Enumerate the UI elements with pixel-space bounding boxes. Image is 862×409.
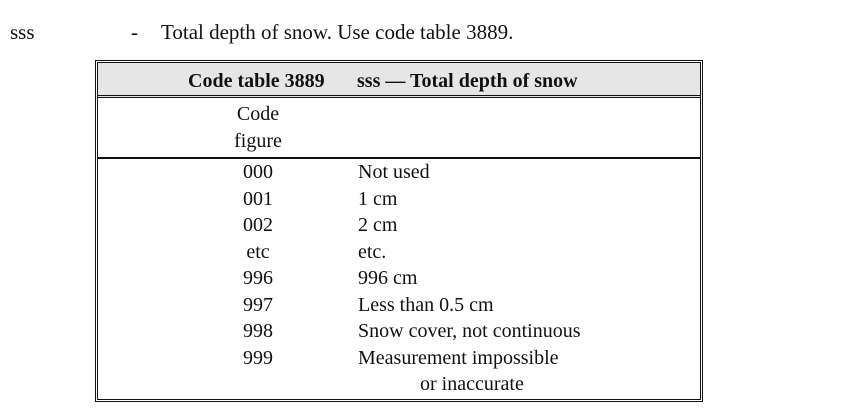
code-figure: 001 [243,187,273,210]
code-figure: 997 [243,293,273,316]
code-meaning: Less than 0.5 cm [358,293,494,316]
definition-dash: - [131,20,138,44]
code-meaning: 1 cm [358,187,398,210]
code-table [95,60,703,402]
table-header-code: Code table 3889 [188,70,325,92]
code-meaning: Measurement impossible [358,346,559,369]
table-row [98,292,700,319]
column-heading-label [208,101,308,155]
code-figure: 999 [243,346,273,369]
column-heading [98,98,700,159]
column-heading-line-1: Code [236,103,280,125]
code-meaning: Not used [358,161,430,183]
code-figure: 998 [243,320,273,342]
definition-line [0,18,862,48]
code-figure: etc [246,240,270,263]
code-meaning: 2 cm [358,214,398,236]
definition-text: Total depth of snow. Use code table 3889. [161,20,514,44]
code-figure: 996 [243,267,273,289]
definition-symbol: sss [10,20,35,44]
code-meaning: Snow cover, not continuous [358,320,581,342]
table-header-title: sss — Total depth of snow [357,70,578,92]
table-row [98,239,700,266]
code-meaning: 996 cm [358,267,418,289]
code-figure: 000 [243,161,273,183]
table-row [98,159,700,186]
table-row [98,186,700,213]
table-row [98,212,700,239]
code-meaning: etc. [358,240,387,263]
table-row [98,265,700,292]
table-header [98,63,700,98]
code-meaning-continuation: or inaccurate [420,372,524,395]
table-row [98,345,700,395]
table-body [98,159,700,395]
code-figure: 002 [243,214,273,236]
table-row [98,318,700,345]
column-heading-line-2: figure [234,130,282,152]
